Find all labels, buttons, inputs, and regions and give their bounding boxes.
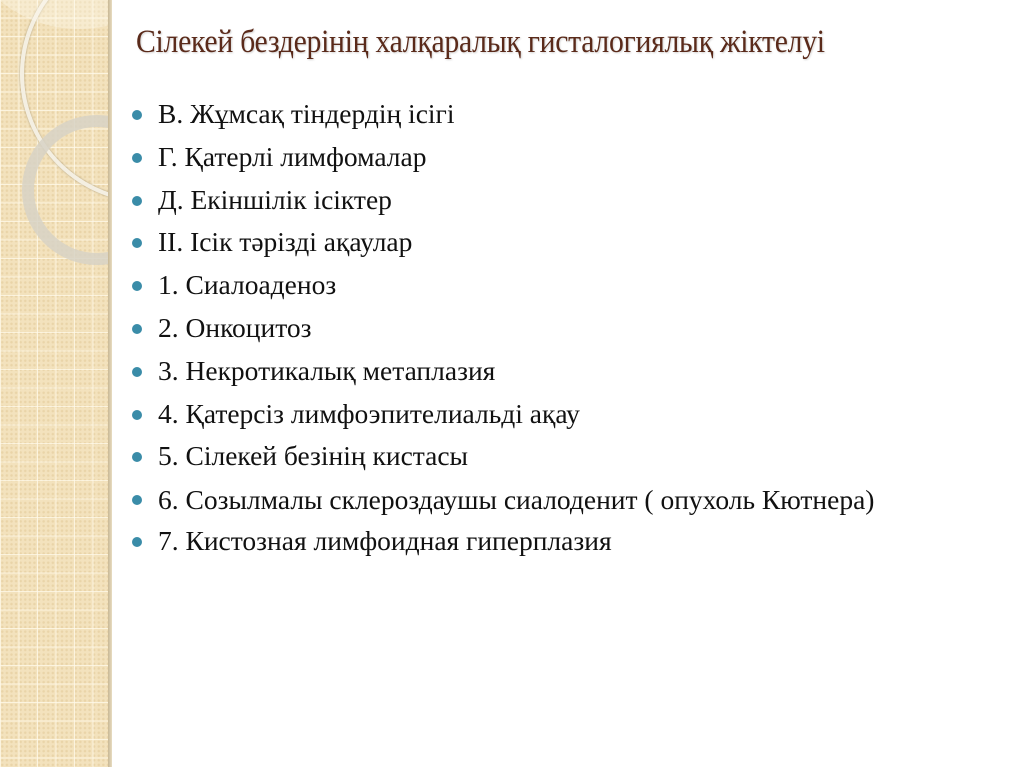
bullet-icon	[132, 324, 142, 334]
bullet-icon	[132, 110, 142, 120]
list-item	[130, 350, 960, 393]
slide-title: Сілекей бездерінің халқаралық гисталогиялық жіктелуі	[136, 24, 825, 60]
list-item	[130, 221, 960, 264]
decorative-ring-small	[22, 115, 108, 265]
list-item	[130, 393, 960, 436]
list-item-text: 2. Онкоцитоз	[158, 311, 312, 343]
list-item-text: 4. Қатерсіз лимфоэпителиальді ақау	[158, 397, 580, 429]
bullet-list	[130, 93, 960, 563]
list-item-text: 7. Кистозная лимфоидная гиперплазия	[158, 525, 612, 557]
bullet-icon	[132, 196, 142, 206]
bullet-icon	[132, 452, 142, 462]
list-item	[130, 520, 960, 563]
list-item-text: 3. Некротикалық метаплазия	[158, 354, 496, 386]
list-item-text: Г. Қатерлі лимфомалар	[158, 140, 427, 172]
bullet-icon	[132, 537, 142, 547]
list-item-text: Д. Екіншілік ісіктер	[158, 183, 392, 215]
list-item-text: ІІ. Ісік тәрізді ақаулар	[158, 226, 413, 258]
list-item-text: 1. Сиалоаденоз	[158, 269, 337, 301]
bullet-icon	[132, 281, 142, 291]
bullet-icon	[132, 238, 142, 248]
bullet-icon	[132, 367, 142, 377]
list-item	[130, 478, 960, 520]
bullet-icon	[132, 153, 142, 163]
list-item	[130, 264, 960, 307]
list-item-text: 6. Созылмалы склероздаушы сиалоденит ( опухоль Кютнера)	[158, 484, 875, 516]
list-item-text: 5. Сілекей безінің кистасы	[158, 440, 469, 472]
bullet-icon	[132, 495, 142, 505]
list-item	[130, 93, 960, 136]
bullet-icon	[132, 410, 142, 420]
decorative-side-panel	[0, 0, 108, 767]
side-panel-edge	[108, 0, 112, 767]
list-item	[130, 179, 960, 222]
list-item	[130, 307, 960, 350]
list-item	[130, 136, 960, 179]
list-item	[130, 435, 960, 478]
list-item-text: В. Жұмсақ тіндердің ісігі	[158, 98, 455, 129]
